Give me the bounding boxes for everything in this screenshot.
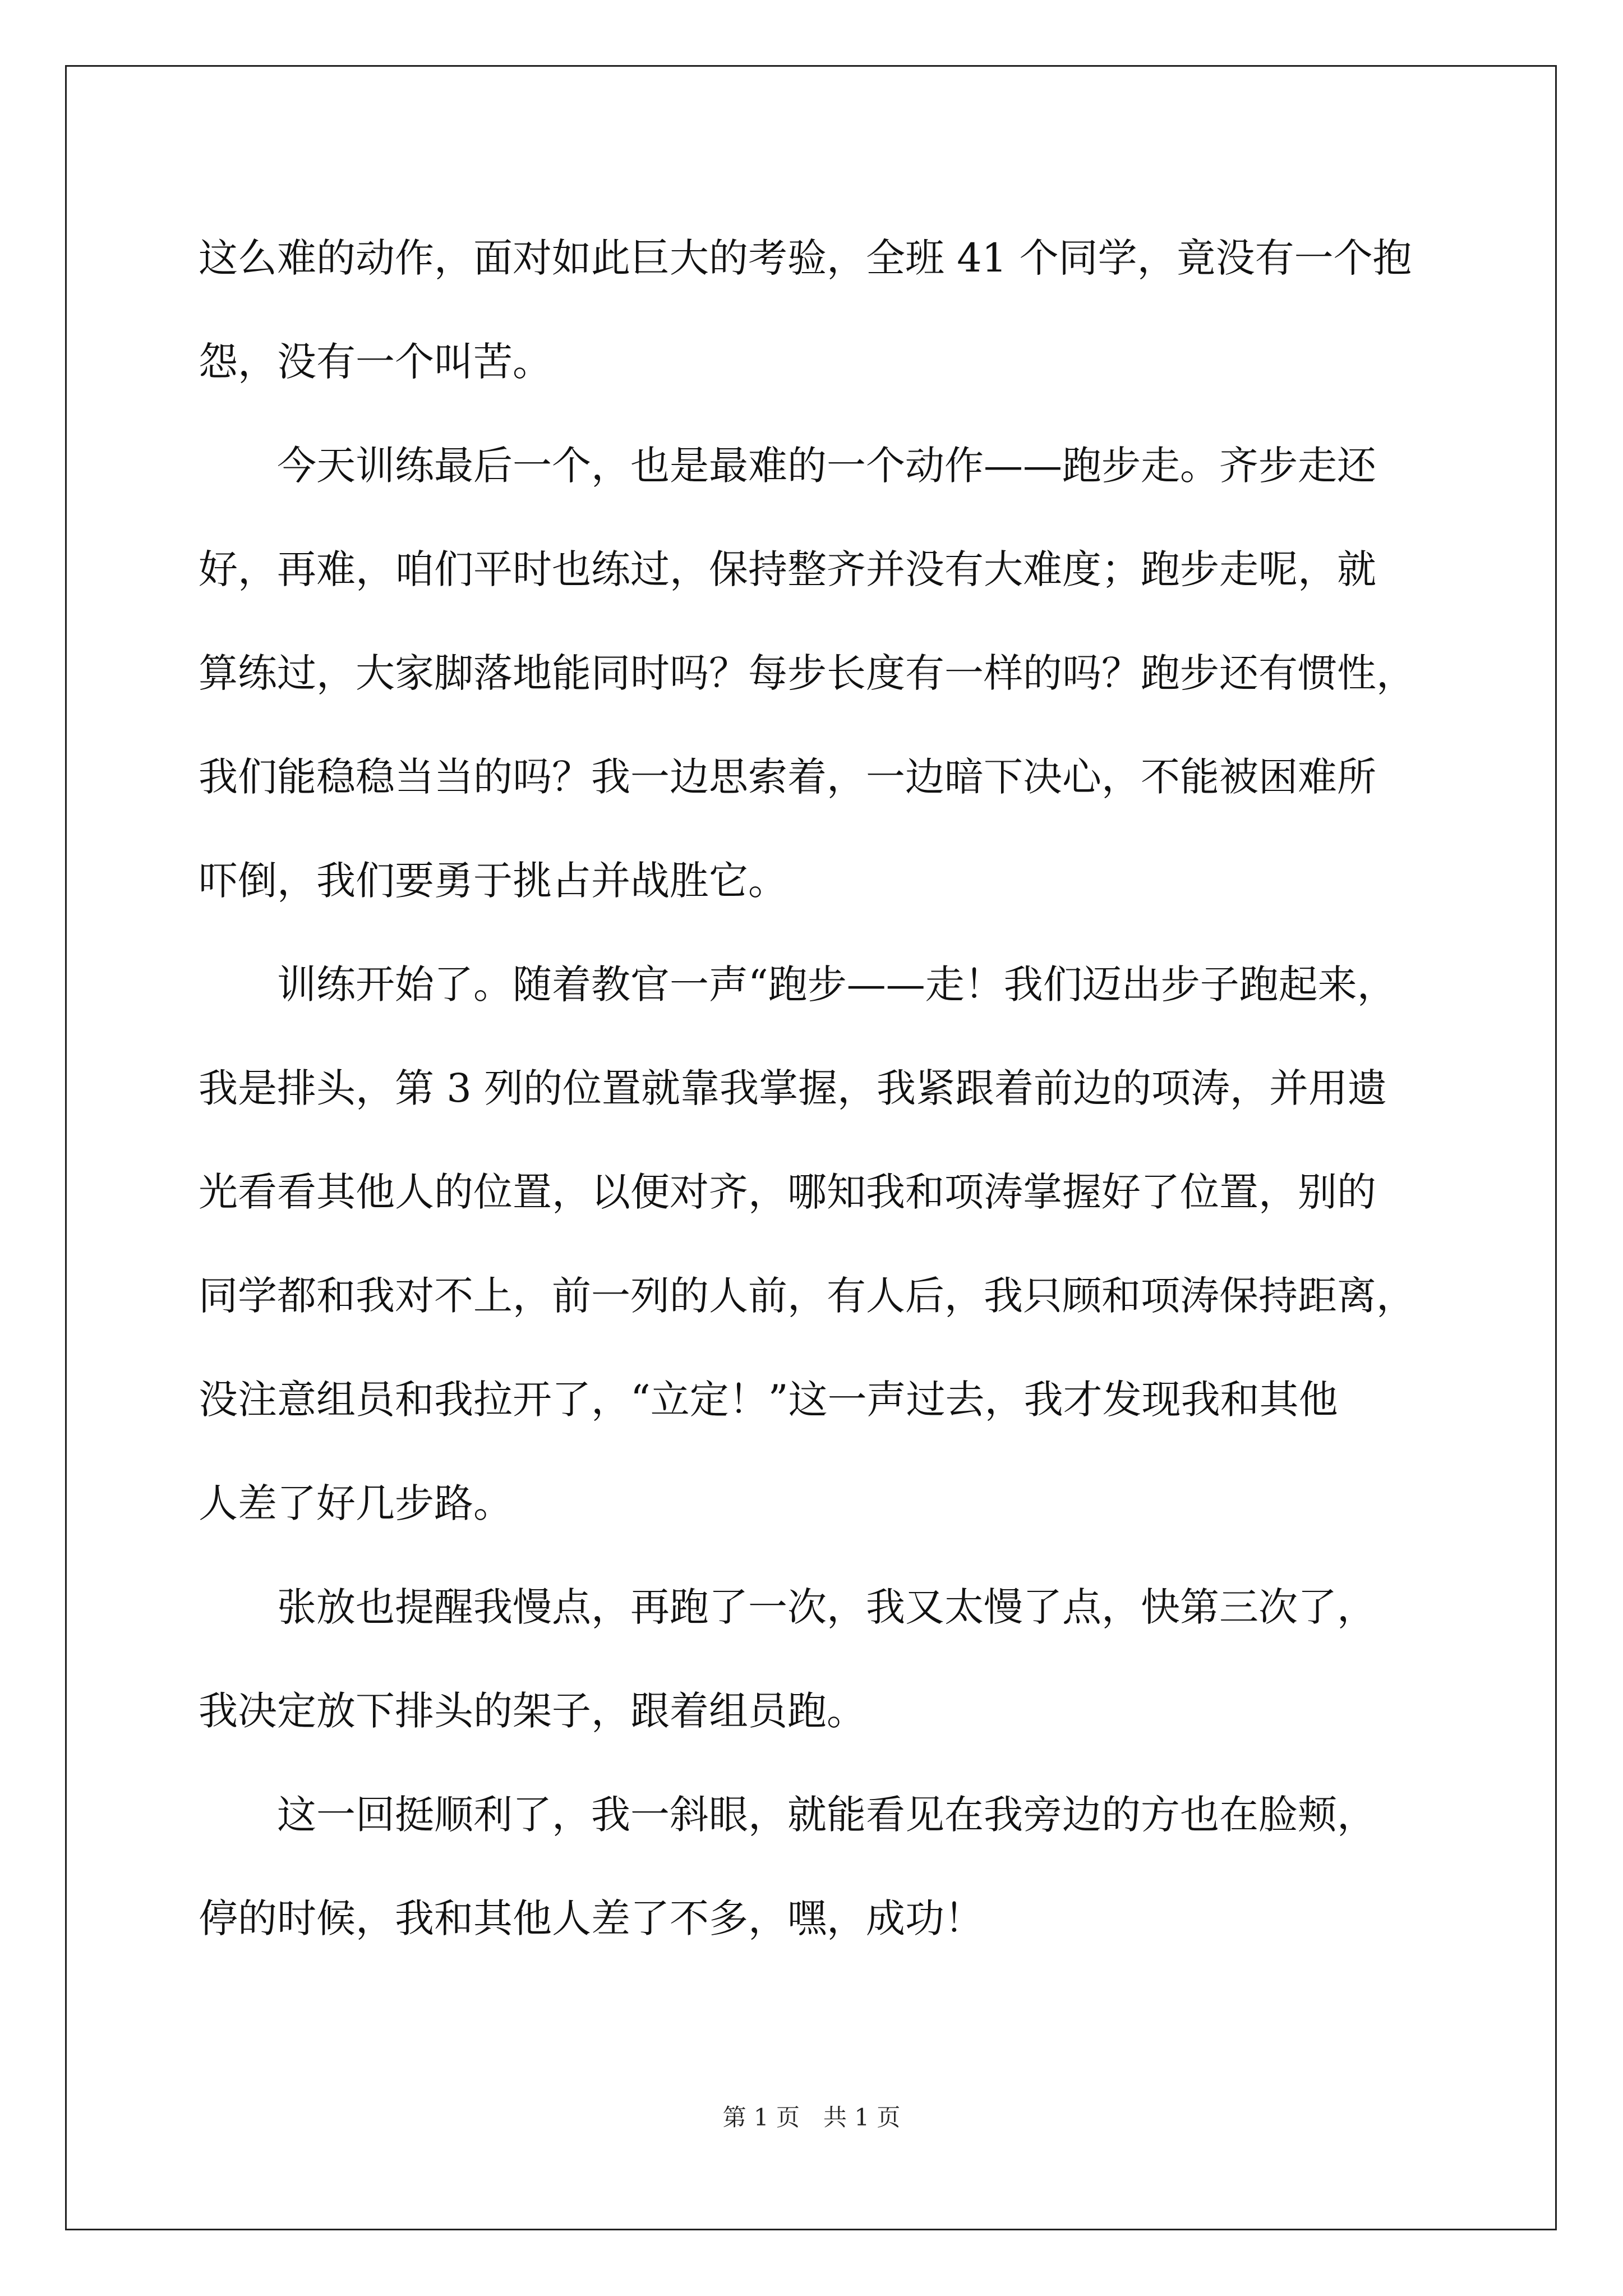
text-line: 没注意组员和我拉开了，“立定！”这一声过去，我才发现我和其他 <box>199 1377 1338 1423</box>
text-line: 我是排头，第 3 列的位置就靠我掌握，我紧跟着前边的项涛，并用遗 <box>199 1065 1387 1111</box>
document-body <box>199 206 1432 1971</box>
text-line: 今天训练最后一个，也是最难的一个动作——跑步走。齐步走还 <box>199 443 1376 489</box>
text-line: 这一回挺顺利了，我一斜眼，就能看见在我旁边的方也在脸颊， <box>199 1792 1376 1838</box>
text-line: 光看看其他人的位置，以便对齐，哪知我和项涛掌握好了位置，别的 <box>199 1169 1376 1215</box>
text-line: 好，再难，咱们平时也练过，保持整齐并没有大难度；跑步走呢，就 <box>199 546 1376 592</box>
text-line: 人差了好几步路。 <box>199 1480 513 1526</box>
text-line: 训练开始了。随着教官一声“跑步——走！我们迈出步子跑起来， <box>199 961 1396 1007</box>
text-line: 张放也提醒我慢点，再跑了一次，我又太慢了点，快第三次了， <box>199 1584 1376 1630</box>
text-line: 我决定放下排头的架子，跟着组员跑。 <box>199 1688 866 1734</box>
text-line: 这么难的动作，面对如此巨大的考验，全班 41 个同学，竟没有一个抱 <box>199 235 1412 281</box>
page-footer: 第 1 页 共 1 页 <box>722 2104 901 2131</box>
text-line: 怨，没有一个叫苦。 <box>199 339 552 385</box>
text-line: 吓倒，我们要勇于挑占并战胜它。 <box>199 858 787 904</box>
text-line: 停的时候，我和其他人差了不多，嘿，成功！ <box>199 1895 984 1941</box>
text-line: 算练过，大家脚落地能同时吗？每步长度有一样的吗？跑步还有惯性， <box>199 650 1415 696</box>
text-line: 我们能稳稳当当的吗？我一边思索着，一边暗下决心，不能被困难所 <box>199 754 1376 800</box>
text-line: 同学都和我对不上，前一列的人前，有人后，我只顾和项涛保持距离， <box>199 1273 1415 1319</box>
